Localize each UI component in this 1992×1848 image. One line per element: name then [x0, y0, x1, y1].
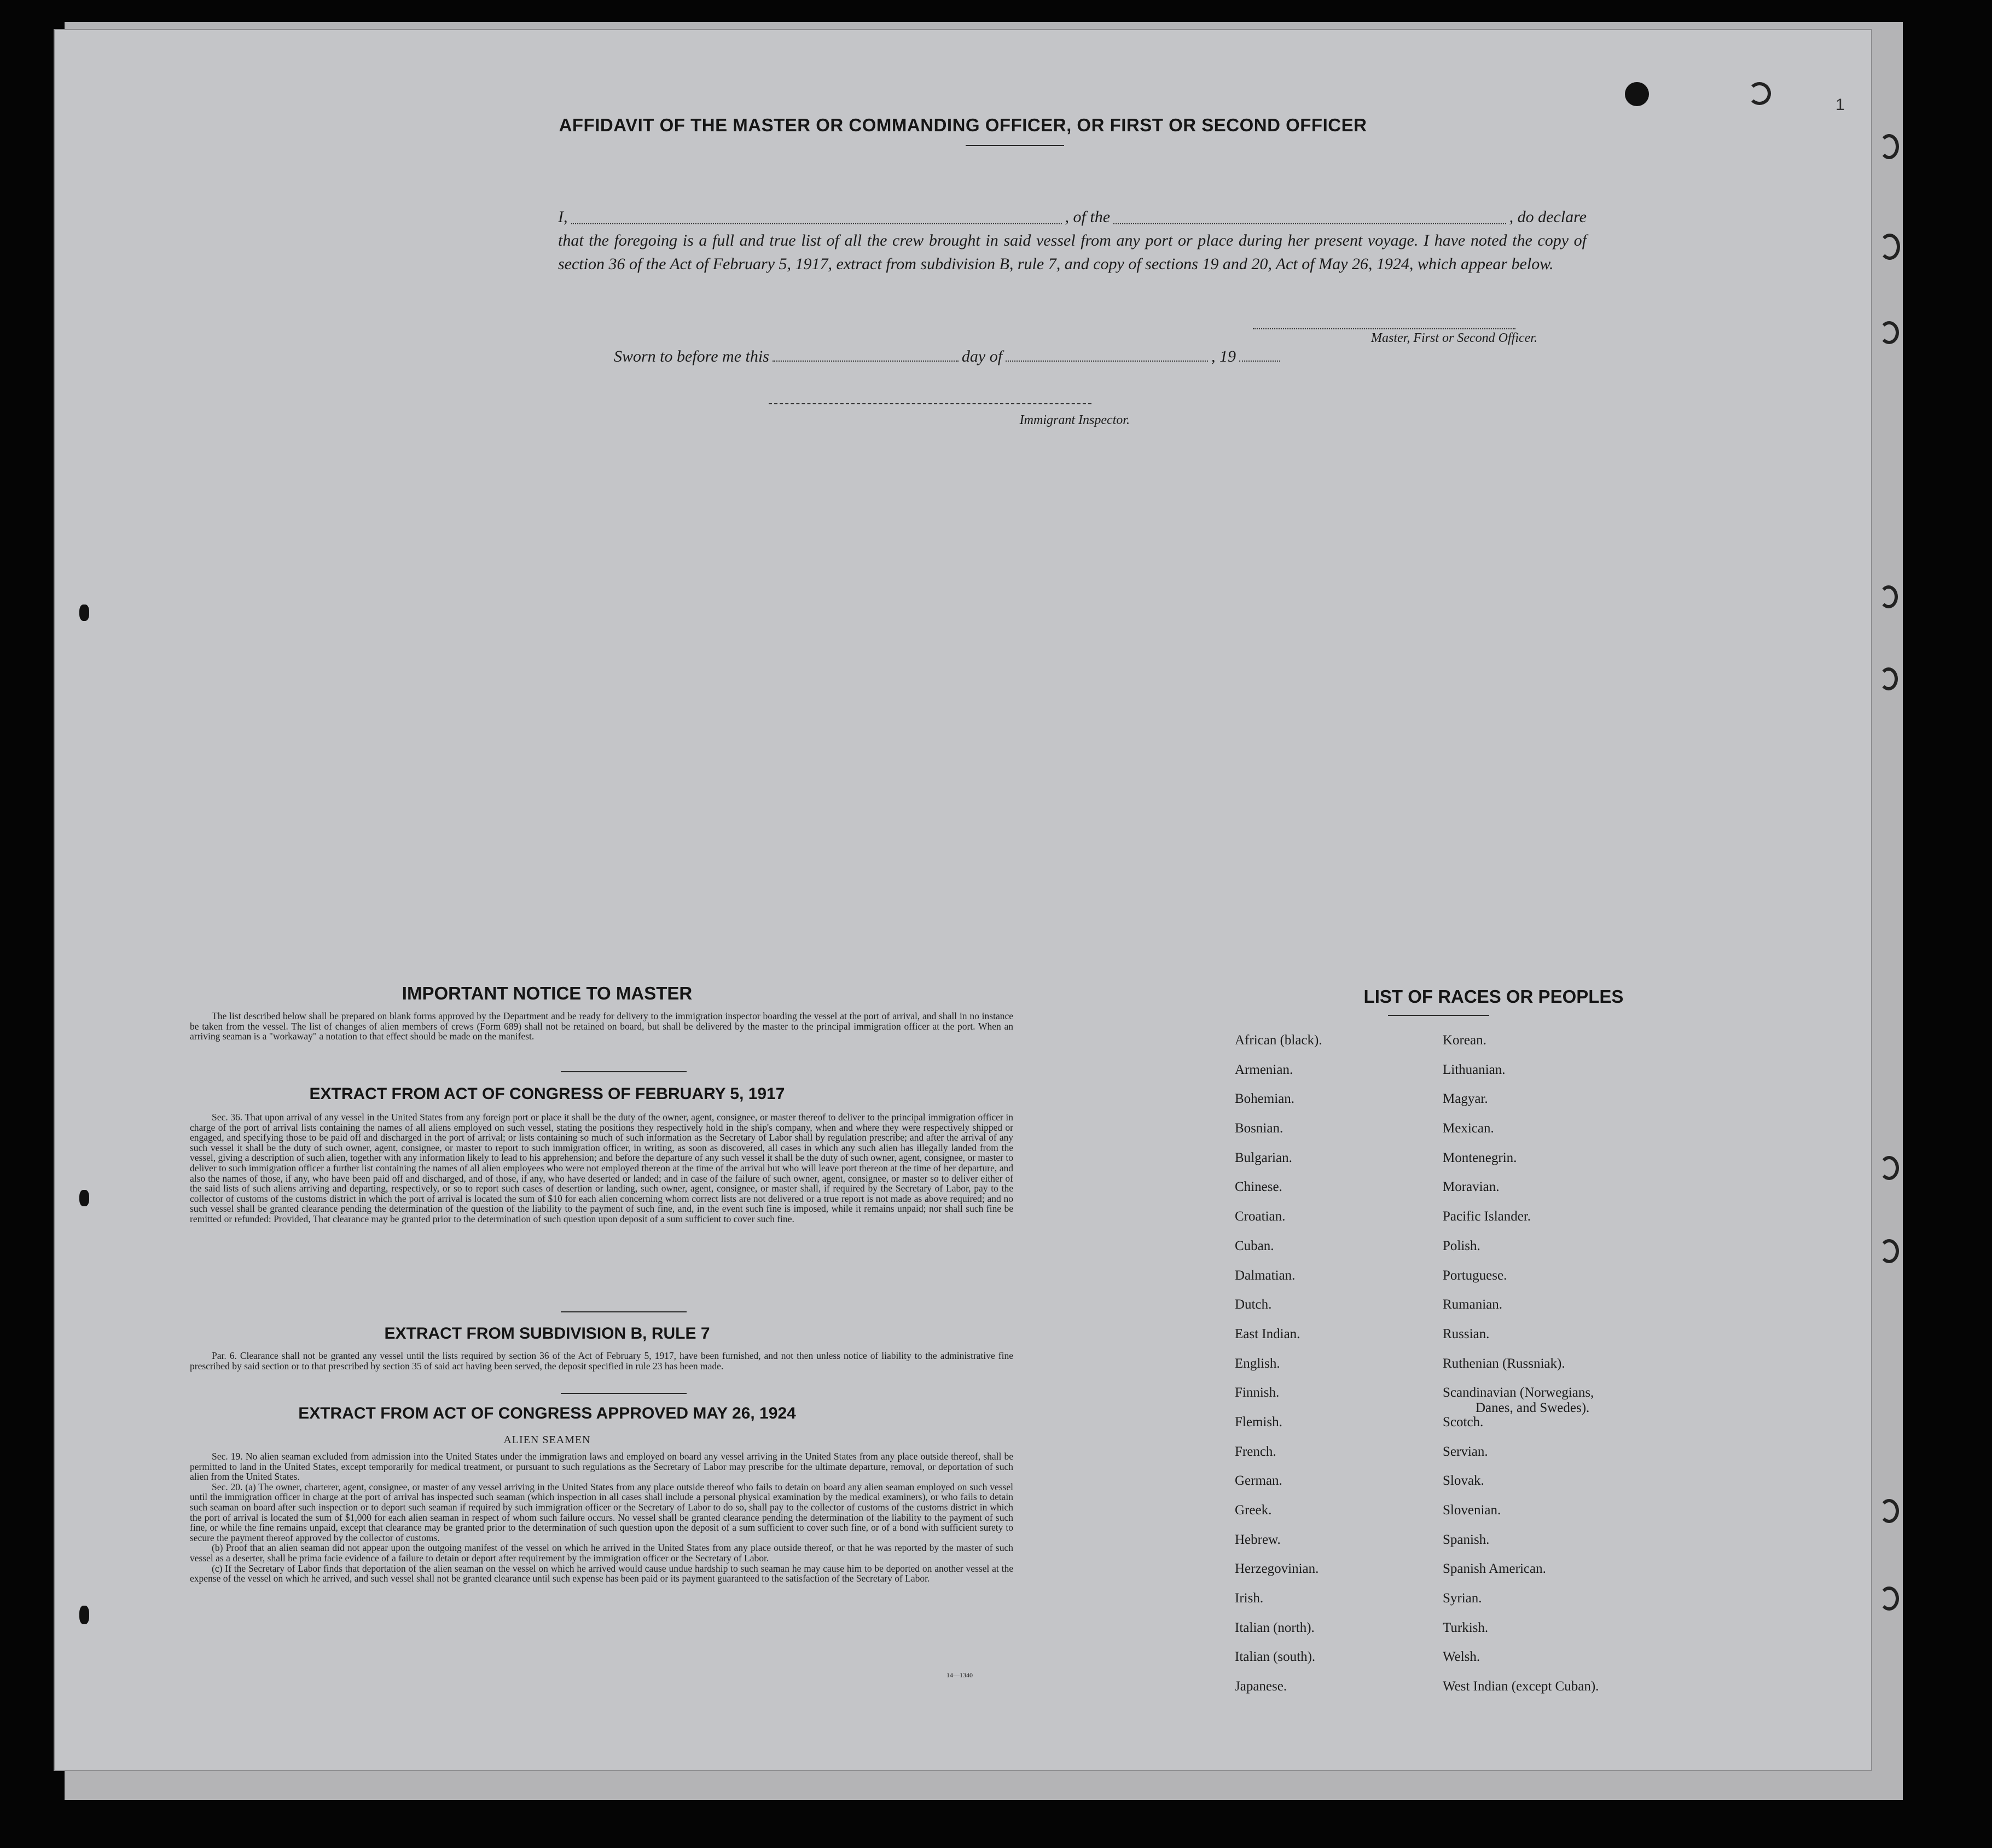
notice-title: IMPORTANT NOTICE TO MASTER — [402, 983, 693, 1003]
sec-20b-paragraph: (b) Proof that an alien seaman did not appear upon the outgoing manifest of the vessel on which he arrived in the United States from any place outside thereof, or that he was reported by the master of such vessel as a deserter, shall be prima facie evidence of a failure to detain or deport after requirement by the immigration officer or the Secretary of Labor. — [190, 1542, 1013, 1564]
vessel-blank[interactable] — [1113, 222, 1506, 224]
sworn-prefix: Sworn to before me this — [614, 347, 769, 365]
declaration-i: I, — [558, 208, 568, 226]
inspector-label: Immigrant Inspector. — [1019, 413, 1130, 427]
race-item: Portuguese. — [1443, 1268, 1507, 1283]
race-item: Finnish. — [1235, 1385, 1280, 1400]
race-item: Bohemian. — [1235, 1091, 1295, 1107]
sworn-year-blank[interactable] — [1239, 359, 1280, 362]
sworn-month-blank[interactable] — [1006, 359, 1208, 362]
title-rule — [966, 145, 1064, 146]
race-item: Scandinavian (Norwegians, — [1443, 1385, 1594, 1400]
par-6-paragraph: Par. 6. Clearance shall not be granted any vessel until the lists required by section 36 of the Act of February 5, 1917, have been furnished, and not then unless notice of liability to the administrative fine prescribed by said section or to that prescribed by section 35 of said act having been served, the deposit specified in rule 23 has been made. — [190, 1350, 1013, 1372]
race-item: Montenegrin. — [1443, 1150, 1517, 1165]
signature-label: Master, First or Second Officer. — [1371, 331, 1537, 345]
sec-36-paragraph: Sec. 36. That upon arrival of any vessel in the United States from any foreign port or place it shall be the duty of the owner, agent, consignee, or master thereof to deliver to the principal immigration officer in charge of the port of arrival lists containing the names of all aliens employed on such vessel, stating the positions they respectively hold in the ship's company, when and where they were respectively shipped or engaged, and specifying those to be paid off and discharged in the port of arrival; or lists containing so much of such information as the Secretary of Labor shall by regulation prescribe; and after the arrival of any such vessel it shall be the duty of such owner, agent, consignee, or master to report to such immigration officer, in writing, as soon as discovered, all cases in which any such alien has illegally landed from the vessel, giving a description of such alien, together with any information likely to lead to his apprehension; and before the departure of any such vessel it shall be the duty of such owner, agent, consignee, or master to deliver to such immigration officer a further list containing the names of all alien employees who were not employed thereon at the time of the arrival but who will leave port thereon at the time of her departure, and also the names of those, if any, who have been paid off and discharged, and of those, if any, who have deserted or landed; and in case of the failure of such owner, agent, consignee, or master so to deliver either of the said lists of such aliens arriving and departing, respectively, or so to report such cases of desertion or landing, such owner, agent, consignee, or master shall, if required by the Secretary of Labor, pay to the collector of customs of the customs district in which the port of arrival is located the sum of $10 for each alien concerning whom correct lists are not delivered or a true report is not made as above required; and no such vessel shall be granted clearance pending the determination of the question of the liability to the payment of such fine, and, in the event such fine is imposed, while it remains unpaid; nor shall such fine be remitted or refunded: Provided, That clearance may be granted prior to the determination of such question upon deposit of a sum sufficient to cover such fine. — [190, 1112, 1013, 1224]
extract-rule7-title: EXTRACT FROM SUBDIVISION B, RULE 7 — [384, 1324, 710, 1343]
race-item: Lithuanian. — [1443, 1062, 1506, 1077]
signature-line[interactable] — [1253, 328, 1515, 329]
race-item: Pacific Islander. — [1443, 1209, 1531, 1224]
punch-hole — [79, 1190, 89, 1206]
name-blank[interactable] — [571, 222, 1062, 224]
sec-20c-paragraph: (c) If the Secretary of Labor finds that deportation of the alien seaman on the vessel on which he arrived would cause undue hardship to such seaman he may cause him to be deported on another vessel at the expense of the vessel on which he arrived, and such vessel shall not be granted clearance until such expense has been paid or its payment guaranteed to the satisfaction of the Secretary of Labor. — [190, 1562, 1013, 1584]
declaration-first-line — [558, 205, 1587, 229]
declaration-block — [558, 205, 1587, 276]
race-item: Herzegovinian. — [1235, 1561, 1319, 1577]
sworn-day-of: day of — [961, 347, 1003, 365]
punch-hole — [1879, 321, 1899, 344]
race-item: Greek. — [1235, 1503, 1272, 1518]
sworn-year: , 19 — [1211, 347, 1236, 365]
alien-seamen-subtitle: ALIEN SEAMEN — [503, 1434, 591, 1446]
race-item: Ruthenian (Russniak). — [1443, 1356, 1565, 1371]
race-item: Croatian. — [1235, 1209, 1286, 1224]
race-item: Rumanian. — [1443, 1297, 1503, 1312]
race-item: Russian. — [1443, 1326, 1490, 1341]
punch-hole — [1879, 234, 1900, 260]
race-item: Slovak. — [1443, 1473, 1484, 1489]
extract-1917-title: EXTRACT FROM ACT OF CONGRESS OF FEBRUARY 5, 1917 — [309, 1085, 785, 1103]
race-item: Korean. — [1443, 1033, 1486, 1048]
sworn-line — [614, 347, 1284, 366]
race-item: Cuban. — [1235, 1238, 1274, 1253]
race-item: Flemish. — [1235, 1414, 1282, 1429]
race-item: Mexican. — [1443, 1121, 1494, 1136]
sworn-day-blank[interactable] — [773, 359, 959, 362]
punch-hole — [79, 1606, 89, 1624]
race-item: Italian (south). — [1235, 1649, 1316, 1665]
punch-hole — [1879, 585, 1898, 608]
race-item: West Indian (except Cuban). — [1443, 1679, 1599, 1694]
extract-1924-text — [190, 1451, 1013, 1584]
corner-number: 1 — [1836, 96, 1845, 114]
punch-hole — [1748, 82, 1771, 105]
race-item: Welsh. — [1443, 1649, 1480, 1665]
races-title: LIST OF RACES OR PEOPLES — [1363, 986, 1624, 1007]
race-item: Polish. — [1443, 1238, 1480, 1253]
notice-rule — [561, 1071, 687, 1072]
inspector-signature-line[interactable] — [769, 403, 1091, 404]
declaration-text: that the foregoing is a full and true list of all the crew brought in said vessel from any port or place during her present voyage. I have noted the copy of section 36 of the Act of February 5, 1917, extract from subdivision B, rule 7, and copy of sections 19 and 20, Act of May 26, 1924, which appear below. — [558, 231, 1587, 273]
race-item: Servian. — [1443, 1444, 1488, 1459]
race-item: Bulgarian. — [1235, 1150, 1292, 1165]
punch-hole — [1879, 134, 1899, 159]
race-item-continuation: Danes, and Swedes). — [1476, 1400, 1590, 1415]
race-item: Magyar. — [1443, 1091, 1488, 1107]
race-item: Japanese. — [1235, 1679, 1287, 1694]
document-page — [55, 30, 1871, 1770]
race-item: Dutch. — [1235, 1297, 1272, 1312]
race-item: Moravian. — [1443, 1179, 1500, 1195]
declaration-of-the: , of the — [1065, 208, 1111, 226]
race-item: Syrian. — [1443, 1591, 1482, 1606]
punch-hole — [1879, 1587, 1899, 1611]
punch-hole — [79, 605, 89, 621]
race-item: Irish. — [1235, 1591, 1264, 1606]
notice-paragraph: The list described below shall be prepared on blank forms approved by the Department and be ready for delivery to the immigration inspector boarding the vessel at the port of arrival, and shall in no instance be taken from the vessel. The list of changes of alien members of crews (Form 689) shall not be retained on board, but shall be delivered by the master to the principal immigration officer at the port. When an arriving seaman is a "workaway" a notation to that effect should be made on the manifest. — [190, 1010, 1013, 1042]
race-item: Slovenian. — [1443, 1503, 1501, 1518]
race-item: Chinese. — [1235, 1179, 1282, 1195]
punch-hole — [1879, 667, 1898, 690]
race-item: Italian (north). — [1235, 1620, 1315, 1635]
declaration-do-declare: , do declare — [1509, 208, 1587, 226]
punch-hole — [1879, 1156, 1899, 1180]
affidavit-title: AFFIDAVIT OF THE MASTER OR COMMANDING OFFICER, OR FIRST OR SECOND OFFICER — [559, 115, 1367, 135]
extract-1924-title: EXTRACT FROM ACT OF CONGRESS APPROVED MAY 26, 1924 — [298, 1404, 796, 1422]
race-item: Hebrew. — [1235, 1532, 1281, 1547]
race-item: East Indian. — [1235, 1326, 1300, 1341]
race-item: Dalmatian. — [1235, 1268, 1296, 1283]
races-rule — [1388, 1015, 1489, 1016]
races-right-column — [1443, 1033, 1599, 1708]
race-item: Armenian. — [1235, 1062, 1293, 1077]
form-number: 14—1340 — [946, 1671, 973, 1679]
notice-text — [190, 1011, 1013, 1042]
race-item: Scotch. — [1443, 1414, 1484, 1429]
extract-rule7-text — [190, 1351, 1013, 1371]
races-left-column — [1235, 1033, 1322, 1708]
race-item: Bosnian. — [1235, 1121, 1284, 1136]
punch-hole — [1625, 82, 1649, 106]
extract-1917-text — [190, 1112, 1013, 1224]
punch-hole — [1879, 1499, 1899, 1523]
punch-hole — [1879, 1239, 1899, 1263]
sec-19-paragraph: Sec. 19. No alien seaman excluded from admission into the United States under the immigration laws and employed on board any vessel arriving in the United States from any place outside thereof, shall be permitted to land in the United States, except temporarily for medical treatment, or pursuant to such regulations as the Secretary of Labor may prescribe for the ultimate departure, removal, or deportation of such alien from the United States. — [190, 1451, 1013, 1483]
extract-rule7-rule — [561, 1393, 687, 1394]
race-item: Spanish. — [1443, 1532, 1490, 1547]
race-item: Spanish American. — [1443, 1561, 1546, 1577]
sec-20a-paragraph: Sec. 20. (a) The owner, charterer, agent, consignee, or master of any vessel arriving in the United States from any place outside thereof who fails to detain on board any alien seaman employed on such vessel until the immigration officer in charge at the port of arrival has inspected such seaman (which inspection in all cases shall include a personal physical examination by the medical examiners), or who fails to detain such seaman on board after such inspection or to deport such seaman if required by such immigration officer or the Secretary of Labor to do so, shall pay to the collector of customs of the customs district in which the port of arrival is located the sum of $1,000 for each alien seaman in respect of whom such failure occurs. No vessel shall be granted clearance pending the determination of the liability to the payment of such fine, or while the fine remains unpaid, except that clearance may be granted prior to the determination of such question upon the deposit of a sum sufficient to cover such fine, or of a bond with sufficient surety to secure the payment thereof approved by the collector of customs. — [190, 1481, 1013, 1543]
race-item: African (black). — [1235, 1033, 1322, 1048]
extract-1917-rule — [561, 1311, 687, 1312]
race-item: Turkish. — [1443, 1620, 1489, 1635]
race-item: French. — [1235, 1444, 1276, 1459]
race-item: English. — [1235, 1356, 1280, 1371]
race-item: German. — [1235, 1473, 1282, 1489]
